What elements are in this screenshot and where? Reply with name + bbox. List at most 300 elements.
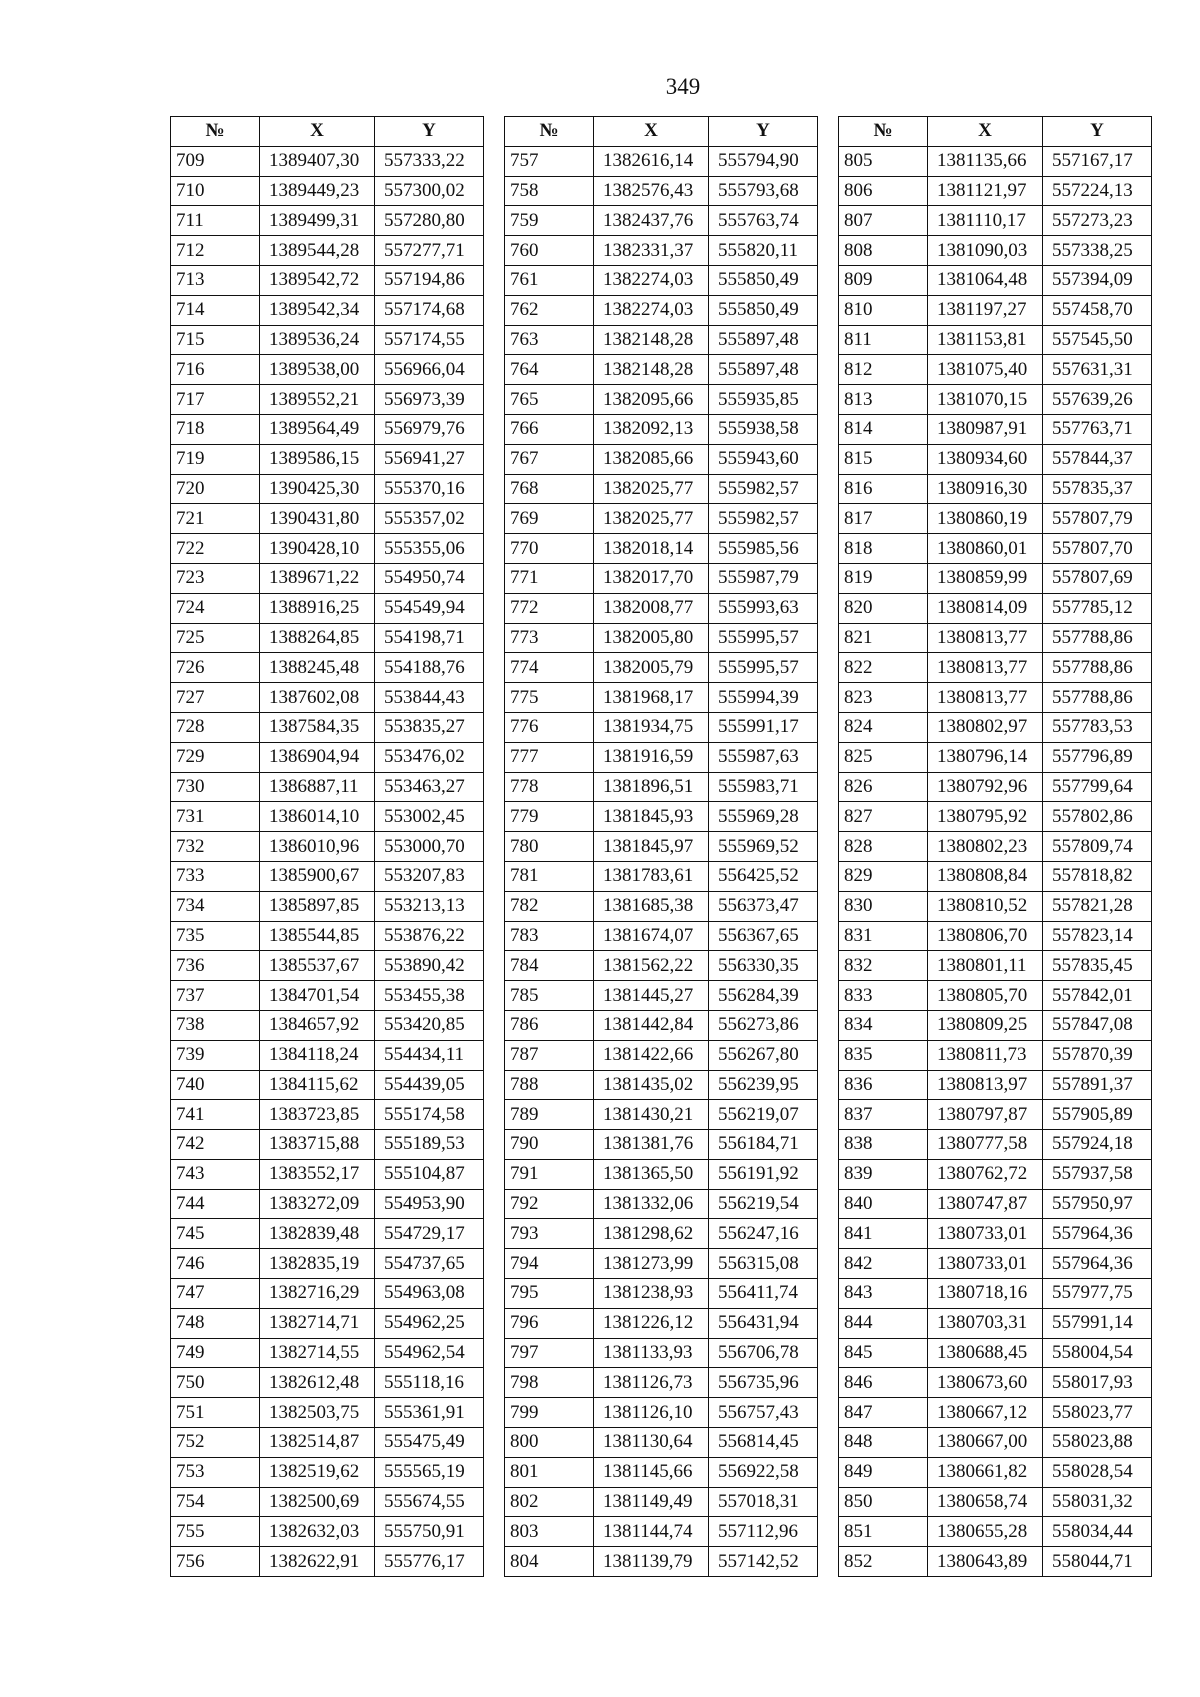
point-number: 747 — [171, 1279, 260, 1309]
table-row — [839, 176, 1152, 206]
table-row — [171, 265, 484, 295]
table-row — [171, 1100, 484, 1130]
table-row — [505, 325, 818, 355]
y-coordinate: 556735,96 — [709, 1368, 818, 1398]
y-coordinate: 554962,54 — [375, 1338, 484, 1368]
y-coordinate: 556315,08 — [709, 1249, 818, 1279]
table-row — [171, 1338, 484, 1368]
table-row — [505, 1338, 818, 1368]
y-coordinate: 557823,14 — [1043, 921, 1152, 951]
y-coordinate: 556330,35 — [709, 951, 818, 981]
x-coordinate: 1382714,71 — [260, 1308, 375, 1338]
table-row — [505, 1130, 818, 1160]
x-coordinate: 1382514,87 — [260, 1428, 375, 1458]
point-number: 754 — [171, 1487, 260, 1517]
point-number: 797 — [505, 1338, 594, 1368]
point-number: 808 — [839, 236, 928, 266]
x-coordinate: 1380813,77 — [928, 683, 1043, 713]
x-coordinate: 1380813,77 — [928, 653, 1043, 683]
x-coordinate: 1390428,10 — [260, 534, 375, 564]
y-coordinate: 553213,13 — [375, 891, 484, 921]
table-row — [839, 534, 1152, 564]
table-row — [839, 951, 1152, 981]
header-x: X — [260, 117, 375, 147]
x-coordinate: 1389564,49 — [260, 414, 375, 444]
x-coordinate: 1388264,85 — [260, 623, 375, 653]
point-number: 834 — [839, 1010, 928, 1040]
point-number: 722 — [171, 534, 260, 564]
y-coordinate: 557280,80 — [375, 206, 484, 236]
y-coordinate: 557277,71 — [375, 236, 484, 266]
y-coordinate: 556966,04 — [375, 355, 484, 385]
y-coordinate: 556239,95 — [709, 1070, 818, 1100]
table-row — [839, 921, 1152, 951]
x-coordinate: 1380796,14 — [928, 742, 1043, 772]
table-row — [839, 891, 1152, 921]
y-coordinate: 558034,44 — [1043, 1517, 1152, 1547]
point-number: 828 — [839, 832, 928, 862]
point-number: 790 — [505, 1130, 594, 1160]
point-number: 799 — [505, 1398, 594, 1428]
table-row — [505, 236, 818, 266]
table-row — [505, 1189, 818, 1219]
x-coordinate: 1380667,00 — [928, 1428, 1043, 1458]
table-row — [505, 146, 818, 176]
table-row — [839, 1368, 1152, 1398]
y-coordinate: 556219,07 — [709, 1100, 818, 1130]
point-number: 773 — [505, 623, 594, 653]
point-number: 805 — [839, 146, 928, 176]
header-x: X — [594, 117, 709, 147]
point-number: 813 — [839, 385, 928, 415]
table-row — [505, 1368, 818, 1398]
x-coordinate: 1381674,07 — [594, 921, 709, 951]
point-number: 742 — [171, 1130, 260, 1160]
point-number: 787 — [505, 1040, 594, 1070]
table-row — [505, 772, 818, 802]
y-coordinate: 554962,25 — [375, 1308, 484, 1338]
x-coordinate: 1381422,66 — [594, 1040, 709, 1070]
point-number: 845 — [839, 1338, 928, 1368]
table-row — [171, 146, 484, 176]
x-coordinate: 1383715,88 — [260, 1130, 375, 1160]
table-row — [171, 1130, 484, 1160]
table-row — [505, 1279, 818, 1309]
table-row — [839, 1040, 1152, 1070]
table-row — [505, 1249, 818, 1279]
x-coordinate: 1380802,97 — [928, 712, 1043, 742]
x-coordinate: 1382839,48 — [260, 1219, 375, 1249]
header-row — [505, 117, 818, 147]
table-row — [505, 802, 818, 832]
point-number: 721 — [171, 504, 260, 534]
y-coordinate: 555995,57 — [709, 653, 818, 683]
point-number: 755 — [171, 1517, 260, 1547]
table-row — [171, 1279, 484, 1309]
point-number: 714 — [171, 295, 260, 325]
y-coordinate: 555897,48 — [709, 325, 818, 355]
x-coordinate: 1389586,15 — [260, 444, 375, 474]
point-number: 846 — [839, 1368, 928, 1398]
table-row — [839, 1219, 1152, 1249]
table-row — [171, 1428, 484, 1458]
header-y: Y — [375, 117, 484, 147]
table-row — [505, 653, 818, 683]
point-number: 816 — [839, 474, 928, 504]
x-coordinate: 1385537,67 — [260, 951, 375, 981]
x-coordinate: 1381896,51 — [594, 772, 709, 802]
point-number: 744 — [171, 1189, 260, 1219]
point-number: 824 — [839, 712, 928, 742]
point-number: 850 — [839, 1487, 928, 1517]
table-row — [505, 1070, 818, 1100]
y-coordinate: 553002,45 — [375, 802, 484, 832]
x-coordinate: 1380934,60 — [928, 444, 1043, 474]
point-number: 814 — [839, 414, 928, 444]
y-coordinate: 557891,37 — [1043, 1070, 1152, 1100]
table-row — [839, 981, 1152, 1011]
table-row — [171, 206, 484, 236]
point-number: 776 — [505, 712, 594, 742]
table-row — [839, 1457, 1152, 1487]
y-coordinate: 553463,27 — [375, 772, 484, 802]
x-coordinate: 1381139,79 — [594, 1547, 709, 1577]
table-row — [171, 593, 484, 623]
table-row — [839, 802, 1152, 832]
x-coordinate: 1382274,03 — [594, 265, 709, 295]
table-row — [839, 474, 1152, 504]
point-number: 810 — [839, 295, 928, 325]
table-row — [171, 474, 484, 504]
y-coordinate: 556411,74 — [709, 1279, 818, 1309]
y-coordinate: 558044,71 — [1043, 1547, 1152, 1577]
y-coordinate: 557807,69 — [1043, 563, 1152, 593]
point-number: 743 — [171, 1159, 260, 1189]
table-row — [171, 1070, 484, 1100]
table-row — [505, 1428, 818, 1458]
y-coordinate: 557639,26 — [1043, 385, 1152, 415]
table-row — [171, 1249, 484, 1279]
table-row — [839, 1249, 1152, 1279]
table-row — [839, 325, 1152, 355]
x-coordinate: 1384657,92 — [260, 1010, 375, 1040]
y-coordinate: 555969,52 — [709, 832, 818, 862]
x-coordinate: 1385897,85 — [260, 891, 375, 921]
table-row — [839, 206, 1152, 236]
point-number: 852 — [839, 1547, 928, 1577]
y-coordinate: 557818,82 — [1043, 861, 1152, 891]
x-coordinate: 1390425,30 — [260, 474, 375, 504]
y-coordinate: 553000,70 — [375, 832, 484, 862]
y-coordinate: 557809,74 — [1043, 832, 1152, 862]
table-row — [505, 385, 818, 415]
y-coordinate: 555991,17 — [709, 712, 818, 742]
table-row — [171, 236, 484, 266]
point-number: 750 — [171, 1368, 260, 1398]
table-row — [839, 1517, 1152, 1547]
table-row — [505, 1159, 818, 1189]
x-coordinate: 1380860,01 — [928, 534, 1043, 564]
y-coordinate: 557842,01 — [1043, 981, 1152, 1011]
x-coordinate: 1381070,15 — [928, 385, 1043, 415]
y-coordinate: 557964,36 — [1043, 1219, 1152, 1249]
y-coordinate: 555850,49 — [709, 295, 818, 325]
point-number: 736 — [171, 951, 260, 981]
table-row — [505, 1457, 818, 1487]
y-coordinate: 554963,08 — [375, 1279, 484, 1309]
point-number: 841 — [839, 1219, 928, 1249]
x-coordinate: 1383723,85 — [260, 1100, 375, 1130]
point-number: 827 — [839, 802, 928, 832]
y-coordinate: 557333,22 — [375, 146, 484, 176]
y-coordinate: 557964,36 — [1043, 1249, 1152, 1279]
point-number: 730 — [171, 772, 260, 802]
y-coordinate: 557807,70 — [1043, 534, 1152, 564]
y-coordinate: 557870,39 — [1043, 1040, 1152, 1070]
y-coordinate: 557338,25 — [1043, 236, 1152, 266]
x-coordinate: 1389552,21 — [260, 385, 375, 415]
x-coordinate: 1380661,82 — [928, 1457, 1043, 1487]
point-number: 715 — [171, 325, 260, 355]
y-coordinate: 556979,76 — [375, 414, 484, 444]
point-number: 848 — [839, 1428, 928, 1458]
y-coordinate: 557300,02 — [375, 176, 484, 206]
table-row — [839, 861, 1152, 891]
point-number: 820 — [839, 593, 928, 623]
x-coordinate: 1390431,80 — [260, 504, 375, 534]
table-row — [171, 1308, 484, 1338]
point-number: 786 — [505, 1010, 594, 1040]
x-coordinate: 1382835,19 — [260, 1249, 375, 1279]
table-row — [171, 1487, 484, 1517]
header-y: Y — [709, 117, 818, 147]
x-coordinate: 1381226,12 — [594, 1308, 709, 1338]
header-number: № — [505, 117, 594, 147]
table-row — [505, 1040, 818, 1070]
table-row — [505, 712, 818, 742]
point-number: 765 — [505, 385, 594, 415]
y-coordinate: 554737,65 — [375, 1249, 484, 1279]
x-coordinate: 1381442,84 — [594, 1010, 709, 1040]
x-coordinate: 1385900,67 — [260, 861, 375, 891]
x-coordinate: 1381153,81 — [928, 325, 1043, 355]
x-coordinate: 1382500,69 — [260, 1487, 375, 1517]
x-coordinate: 1384701,54 — [260, 981, 375, 1011]
x-coordinate: 1382018,14 — [594, 534, 709, 564]
y-coordinate: 555361,91 — [375, 1398, 484, 1428]
point-number: 788 — [505, 1070, 594, 1100]
y-coordinate: 558017,93 — [1043, 1368, 1152, 1398]
x-coordinate: 1380747,87 — [928, 1189, 1043, 1219]
y-coordinate: 555793,68 — [709, 176, 818, 206]
x-coordinate: 1382274,03 — [594, 295, 709, 325]
table-row — [839, 742, 1152, 772]
point-number: 778 — [505, 772, 594, 802]
table-row — [839, 683, 1152, 713]
point-number: 795 — [505, 1279, 594, 1309]
point-number: 735 — [171, 921, 260, 951]
x-coordinate: 1381845,97 — [594, 832, 709, 862]
y-coordinate: 555982,57 — [709, 474, 818, 504]
point-number: 844 — [839, 1308, 928, 1338]
table-row — [171, 891, 484, 921]
x-coordinate: 1382519,62 — [260, 1457, 375, 1487]
y-coordinate: 557835,45 — [1043, 951, 1152, 981]
point-number: 737 — [171, 981, 260, 1011]
y-coordinate: 553207,83 — [375, 861, 484, 891]
point-number: 731 — [171, 802, 260, 832]
y-coordinate: 555993,63 — [709, 593, 818, 623]
y-coordinate: 556973,39 — [375, 385, 484, 415]
point-number: 804 — [505, 1547, 594, 1577]
point-number: 811 — [839, 325, 928, 355]
point-number: 734 — [171, 891, 260, 921]
point-number: 821 — [839, 623, 928, 653]
x-coordinate: 1384115,62 — [260, 1070, 375, 1100]
table-row — [171, 623, 484, 653]
point-number: 764 — [505, 355, 594, 385]
table-row — [505, 832, 818, 862]
x-coordinate: 1382025,77 — [594, 504, 709, 534]
point-number: 763 — [505, 325, 594, 355]
x-coordinate: 1387602,08 — [260, 683, 375, 713]
table-row — [505, 1487, 818, 1517]
table-row — [505, 891, 818, 921]
x-coordinate: 1382632,03 — [260, 1517, 375, 1547]
y-coordinate: 554549,94 — [375, 593, 484, 623]
y-coordinate: 554950,74 — [375, 563, 484, 593]
table-row — [505, 444, 818, 474]
point-number: 716 — [171, 355, 260, 385]
x-coordinate: 1381133,93 — [594, 1338, 709, 1368]
table-row — [505, 414, 818, 444]
point-number: 727 — [171, 683, 260, 713]
x-coordinate: 1382148,28 — [594, 325, 709, 355]
y-coordinate: 556219,54 — [709, 1189, 818, 1219]
point-number: 835 — [839, 1040, 928, 1070]
table-row — [839, 772, 1152, 802]
point-number: 784 — [505, 951, 594, 981]
x-coordinate: 1380658,74 — [928, 1487, 1043, 1517]
x-coordinate: 1381130,64 — [594, 1428, 709, 1458]
x-coordinate: 1380802,23 — [928, 832, 1043, 862]
point-number: 746 — [171, 1249, 260, 1279]
point-number: 766 — [505, 414, 594, 444]
table-row — [839, 385, 1152, 415]
y-coordinate: 554198,71 — [375, 623, 484, 653]
point-number: 792 — [505, 1189, 594, 1219]
table-row — [505, 534, 818, 564]
y-coordinate: 556757,43 — [709, 1398, 818, 1428]
point-number: 798 — [505, 1368, 594, 1398]
x-coordinate: 1380860,19 — [928, 504, 1043, 534]
table-row — [505, 683, 818, 713]
x-coordinate: 1381075,40 — [928, 355, 1043, 385]
x-coordinate: 1380859,99 — [928, 563, 1043, 593]
table-row — [839, 295, 1152, 325]
point-number: 720 — [171, 474, 260, 504]
point-number: 826 — [839, 772, 928, 802]
point-number: 769 — [505, 504, 594, 534]
table-row — [505, 623, 818, 653]
point-number: 793 — [505, 1219, 594, 1249]
point-number: 829 — [839, 861, 928, 891]
table-row — [505, 265, 818, 295]
x-coordinate: 1382005,79 — [594, 653, 709, 683]
y-coordinate: 555565,19 — [375, 1457, 484, 1487]
table-row — [505, 1547, 818, 1577]
y-coordinate: 554953,90 — [375, 1189, 484, 1219]
y-coordinate: 554439,05 — [375, 1070, 484, 1100]
y-coordinate: 555969,28 — [709, 802, 818, 832]
y-coordinate: 553876,22 — [375, 921, 484, 951]
point-number: 711 — [171, 206, 260, 236]
point-number: 713 — [171, 265, 260, 295]
x-coordinate: 1382008,77 — [594, 593, 709, 623]
point-number: 796 — [505, 1308, 594, 1338]
point-number: 733 — [171, 861, 260, 891]
table-row — [839, 623, 1152, 653]
y-coordinate: 558023,88 — [1043, 1428, 1152, 1458]
header-row — [839, 117, 1152, 147]
y-coordinate: 555935,85 — [709, 385, 818, 415]
y-coordinate: 558023,77 — [1043, 1398, 1152, 1428]
x-coordinate: 1388916,25 — [260, 593, 375, 623]
table-row — [171, 355, 484, 385]
x-coordinate: 1380814,09 — [928, 593, 1043, 623]
x-coordinate: 1381435,02 — [594, 1070, 709, 1100]
point-number: 771 — [505, 563, 594, 593]
y-coordinate: 553420,85 — [375, 1010, 484, 1040]
y-coordinate: 556425,52 — [709, 861, 818, 891]
x-coordinate: 1380655,28 — [928, 1517, 1043, 1547]
point-number: 785 — [505, 981, 594, 1011]
table-row — [505, 1308, 818, 1338]
x-coordinate: 1386887,11 — [260, 772, 375, 802]
point-number: 817 — [839, 504, 928, 534]
table-row — [171, 414, 484, 444]
x-coordinate: 1384118,24 — [260, 1040, 375, 1070]
table-row — [171, 653, 484, 683]
point-number: 806 — [839, 176, 928, 206]
point-number: 738 — [171, 1010, 260, 1040]
x-coordinate: 1386010,96 — [260, 832, 375, 862]
point-number: 836 — [839, 1070, 928, 1100]
point-number: 794 — [505, 1249, 594, 1279]
point-number: 839 — [839, 1159, 928, 1189]
point-number: 783 — [505, 921, 594, 951]
x-coordinate: 1381145,66 — [594, 1457, 709, 1487]
y-coordinate: 557545,50 — [1043, 325, 1152, 355]
point-number: 757 — [505, 146, 594, 176]
table-row — [505, 1100, 818, 1130]
table-row — [839, 1428, 1152, 1458]
header-number: № — [839, 117, 928, 147]
table-row — [839, 593, 1152, 623]
header-number: № — [171, 117, 260, 147]
table-row — [839, 146, 1152, 176]
table-row — [839, 1547, 1152, 1577]
point-number: 751 — [171, 1398, 260, 1428]
y-coordinate: 555983,71 — [709, 772, 818, 802]
x-coordinate: 1382503,75 — [260, 1398, 375, 1428]
y-coordinate: 553835,27 — [375, 712, 484, 742]
x-coordinate: 1381562,22 — [594, 951, 709, 981]
point-number: 753 — [171, 1457, 260, 1487]
table-row — [505, 951, 818, 981]
table-row — [171, 1398, 484, 1428]
table-row — [505, 1010, 818, 1040]
